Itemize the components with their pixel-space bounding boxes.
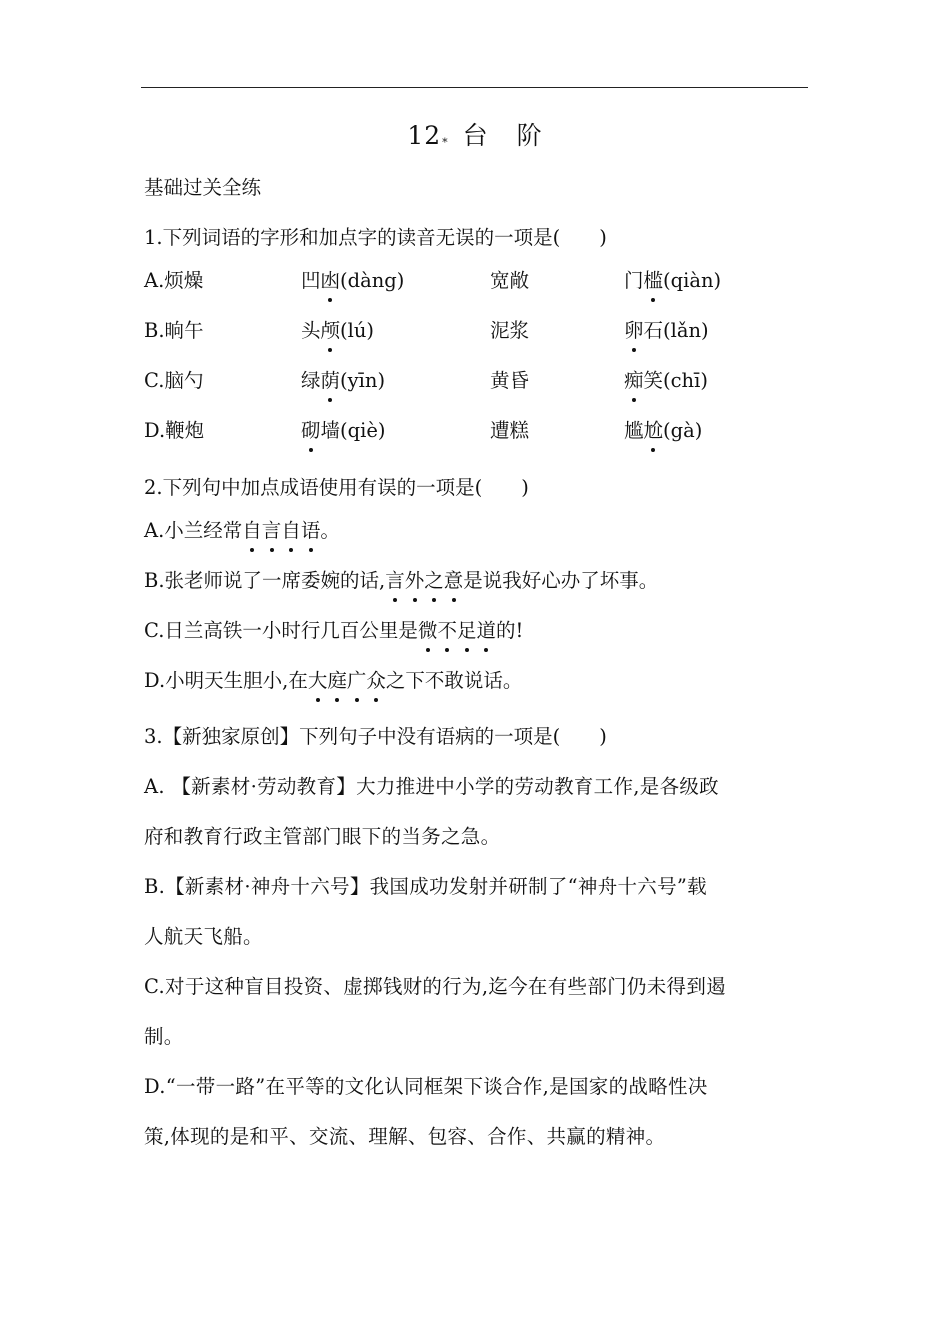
q3-option-d-line2: 策,体现的是和平、交流、理解、包容、合作、共赢的精神。 — [144, 1125, 666, 1148]
q3-stem: 3.【新独家原创】下列句子中没有语病的一项是( ) — [144, 725, 607, 748]
q1-option-b-word4: 卵石(lǎn) — [624, 315, 709, 343]
q1-option-c-word3: 黄昏 — [490, 369, 530, 392]
q3-option-a-line2: 府和教育行政主管部门眼下的当务之急。 — [144, 825, 501, 848]
q2-option-d: D.小明天生胆小,在大庭广众之下不敢说话。 — [144, 665, 522, 693]
q1-option-a-word4: 门槛(qiàn) — [624, 265, 721, 293]
q2-option-b: B.张老师说了一席委婉的话,言外之意是说我好心办了坏事。 — [144, 565, 658, 593]
q1-option-d-word3: 遭糕 — [490, 419, 530, 442]
q1-option-b-word1: B.晌午 — [144, 319, 204, 342]
page-title — [0, 116, 950, 152]
q1-option-a-word2: 凹凼(dàng) — [301, 265, 404, 293]
q3-option-c-line2: 制。 — [144, 1025, 184, 1048]
section-heading: 基础过关全练 — [144, 176, 262, 199]
q1-option-c-word2: 绿荫(yīn) — [301, 365, 385, 393]
q3-option-b-line2: 人航天飞船。 — [144, 925, 263, 948]
q1-option-c-word4: 痴笑(chī) — [624, 365, 708, 393]
q1-option-d-word1: D.鞭炮 — [144, 419, 205, 442]
q1-option-a-word3: 宽敞 — [490, 269, 530, 292]
lesson-mark: * — [442, 136, 449, 149]
q1-option-d-word4: 尴尬(gà) — [624, 415, 702, 443]
header-rule — [141, 87, 808, 88]
q2-stem: 2.下列句中加点成语使用有误的一项是( ) — [144, 476, 529, 499]
q3-option-d-line1: D.“一带一路”在平等的文化认同框架下谈合作,是国家的战略性决 — [144, 1075, 708, 1098]
q1-option-b-word3: 泥浆 — [490, 319, 530, 342]
title-char-2: 阶 — [516, 121, 543, 150]
q1-option-c-word1: C.脑勺 — [144, 369, 204, 392]
q1-stem: 1.下列词语的字形和加点字的读音无误的一项是( ) — [144, 226, 607, 249]
q1-option-d-word2: 砌墙(qiè) — [301, 415, 386, 443]
lesson-number: 12 — [407, 121, 442, 150]
q2-option-c: C.日兰高铁一小时行几百公里是微不足道的! — [144, 615, 523, 643]
q3-option-b-line1: B.【新素材·神舟十六号】我国成功发射并研制了“神舟十六号”载 — [144, 875, 707, 898]
title-char-1: 台 — [462, 121, 489, 150]
q3-option-a-line1: A. 【新素材·劳动教育】大力推进中小学的劳动教育工作,是各级政 — [144, 775, 719, 798]
q3-option-c-line1: C.对于这种盲目投资、虚掷钱财的行为,迄今在有些部门仍未得到遏 — [144, 975, 726, 998]
q1-option-b-word2: 头颅(lú) — [301, 315, 374, 343]
q1-option-a-word1: A.烦燥 — [144, 269, 204, 292]
q2-option-a: A.小兰经常自言自语。 — [144, 515, 340, 543]
